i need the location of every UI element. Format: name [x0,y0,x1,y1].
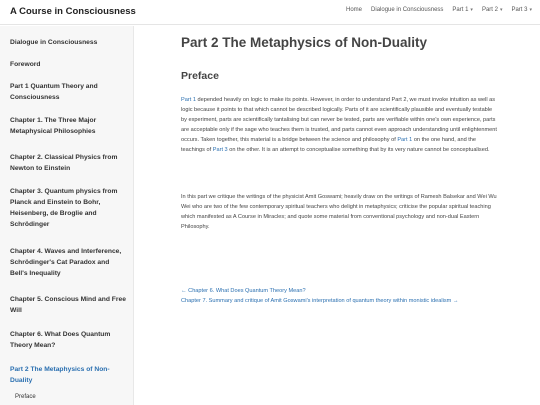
chevron-down-icon: ▾ [529,7,532,13]
link-part-1[interactable]: Part 1 [397,137,413,143]
sidebar-item-part-1[interactable]: Part 1 Quantum Theory and Consciousness [10,83,98,101]
top-navbar [0,0,540,25]
sidebar [0,26,134,405]
sidebar-item-dialogue[interactable]: Dialogue in Consciousness [10,39,98,46]
nav-dialogue[interactable] [371,7,443,13]
paragraph-text: on the one hand, and the teachings of [181,137,477,153]
chevron-down-icon: ▾ [499,7,503,13]
sidebar-item-chapter-6[interactable]: Chapter 6. What Does Quantum Theory Mean? [10,331,111,349]
chapter-navigation [181,286,497,306]
nav-label: Part 1 [452,7,469,13]
nav-home[interactable] [346,7,362,13]
nav-label: Part 2 [481,7,498,13]
paragraph-text: on the other. It is an attempt to conceptualise something that by its very nature cannot be conceptualised. [227,147,490,153]
link-part-1[interactable]: Part 1 [181,97,196,103]
link-part-3[interactable]: Part 3 [212,147,228,153]
previous-chapter-link[interactable]: ← Chapter 6. What Does Quantum Theory Mean? [181,288,306,294]
sidebar-subitem-preface[interactable]: Preface [15,394,36,400]
preface-paragraph-2: In this part we critique the writings of the physicist Amit Goswami; heavily draw on the writings of Ramesh Balsekar and Wei Wu Wei who are two of the few contemporary spiritual teachers who delight in metaphysics; criticise the popular spiritual teaching which manifested as A Course in Miracles; and quote some material from conventional psychology and non-dual Eastern Philosophy. [181,194,497,230]
sidebar-item-foreword[interactable]: Foreword [10,61,41,68]
nav-label: Dialogue in Consciousness [371,7,444,13]
nav-part-2[interactable] [482,7,503,13]
next-chapter-link[interactable]: Chapter 7. Summary and critique of Amit Goswami's interpretation of quantum theory within monistic idealism → [181,298,459,304]
sidebar-item-chapter-1[interactable]: Chapter 1. The Three Major Metaphysical Philosophies [10,117,97,135]
sidebar-item-chapter-5[interactable]: Chapter 5. Conscious Mind and Free Will [10,296,126,314]
sidebar-item-part-2[interactable]: Part 2 The Metaphysics of Non-Duality [10,366,110,384]
nav-label: Home [346,7,363,13]
main-nav [337,7,532,13]
sidebar-item-chapter-3[interactable]: Chapter 3. Quantum physics from Planck and Einstein to Bohr, Heisenberg, de Broglie and Schrödinger [10,188,118,228]
sidebar-item-chapter-4[interactable]: Chapter 4. Waves and Interference, Schrödinger's Cat Paradox and Bell's Inequality [10,248,122,277]
paragraph-text: depended heavily on logic to make its points. However, in order to understand Part 2, we must invoke intuition as well as logic because it points to that which cannot be described logically. Parts of it are scientifically plausible and eventually testable by experiment, parts are scientifically tantalising but can never be tested, parts are verifiable within one's own experience, parts are acceptable only if the sage who teaches them is trusted, and parts cannot even approach understanding until enlightenment occurs. Taken together, this material is a bridge between the science and philosophy of [181,97,497,143]
section-heading: Preface [181,70,219,82]
page-title: Part 2 The Metaphysics of Non-Duality [181,35,428,50]
nav-part-3[interactable] [511,7,532,13]
chevron-down-icon: ▾ [470,7,473,13]
sidebar-item-chapter-2[interactable]: Chapter 2. Classical Physics from Newton to Einstein [10,154,118,172]
nav-label: Part 3 [511,7,528,13]
preface-paragraph-1 [181,95,497,155]
nav-part-1[interactable] [452,7,473,13]
site-title[interactable]: A Course in Consciousness [10,6,136,17]
